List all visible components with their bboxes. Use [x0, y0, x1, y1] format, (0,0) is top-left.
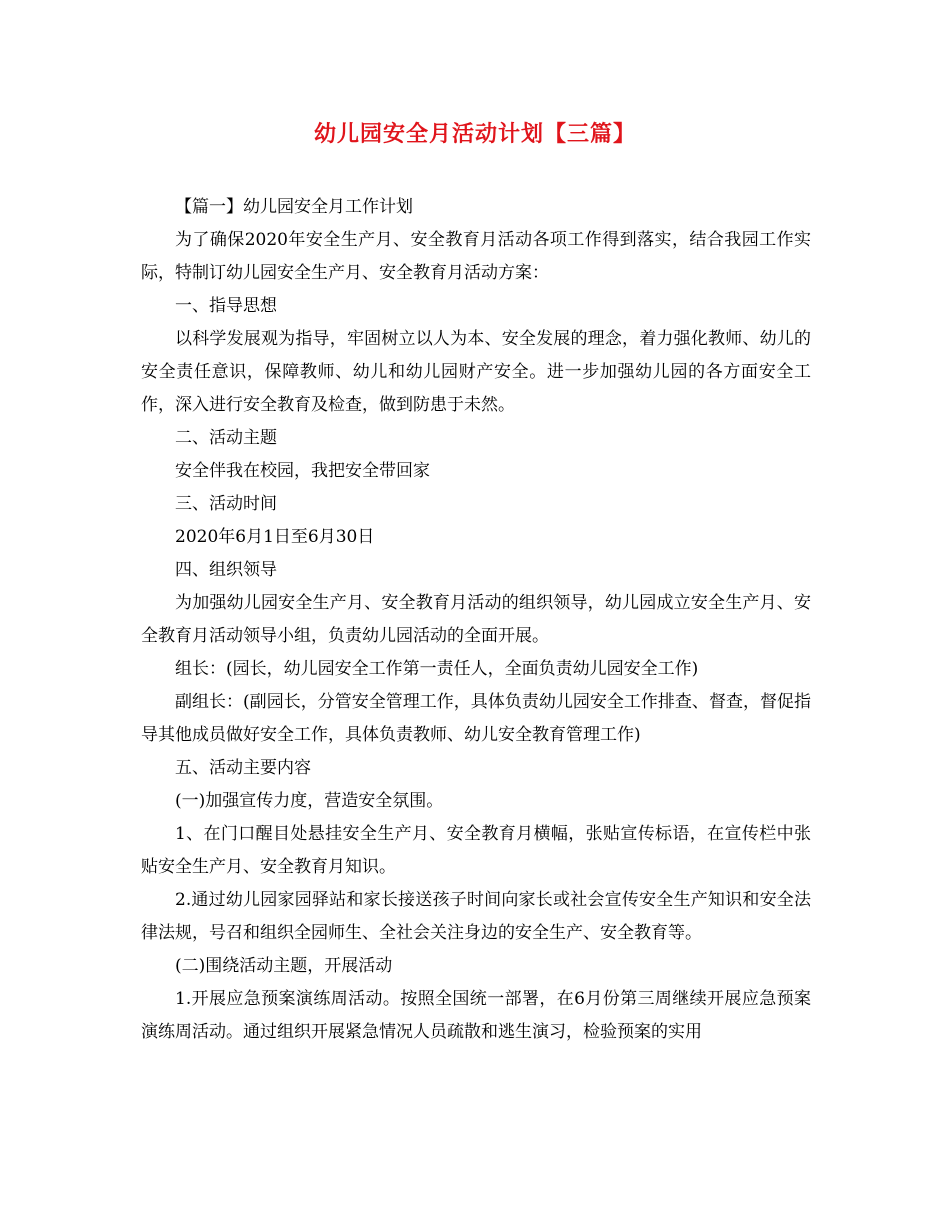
document-body: [141, 191, 811, 1049]
section-heading: 一、指导思想: [175, 296, 277, 316]
paragraph: (一)加强宣传力度，营造安全氛围。: [175, 791, 444, 811]
document-title: 幼儿园安全月活动计划【三篇】: [313, 121, 636, 147]
section-heading: 三、活动时间: [175, 494, 277, 514]
section-heading: 四、组织领导: [175, 560, 277, 580]
section-heading: 五、活动主要内容: [175, 758, 311, 778]
paragraph: 2.通过幼儿园家园驿站和家长接送孩子时间向家长或社会宣传安全生产知识和安全法律法规，号召和组织全园师生、全社会关注身边的安全生产、安全教育等。: [141, 890, 811, 943]
paragraph: 为加强幼儿园安全生产月、安全教育月活动的组织领导，幼儿园成立安全生产月、安全教育月活动领导小组，负责幼儿园活动的全面开展。: [141, 593, 811, 646]
paragraph: 1、在门口醒目处悬挂安全生产月、安全教育月横幅，张贴宣传标语，在宣传栏中张贴安全生产月、安全教育月知识。: [141, 824, 811, 877]
paragraph: (二)围绕活动主题，开展活动: [175, 956, 393, 976]
paragraph: 1.开展应急预案演练周活动。按照全国统一部署，在6月份第三周继续开展应急预案演练周活动。通过组织开展紧急情况人员疏散和逃生演习，检验预案的实用: [141, 989, 811, 1042]
paragraph: 【篇一】幼儿园安全月工作计划: [175, 197, 413, 217]
paragraph: 副组长：(副园长，分管安全管理工作，具体负责幼儿园安全工作排查、督查，督促指导其他成员做好安全工作，具体负责教师、幼儿安全教育管理工作): [141, 692, 811, 745]
paragraph: 组长：(园长，幼儿园安全工作第一责任人，全面负责幼儿园安全工作): [175, 659, 699, 679]
paragraph: 以科学发展观为指导，牢固树立以人为本、安全发展的理念，着力强化教师、幼儿的安全责任意识，保障教师、幼儿和幼儿园财产安全。进一步加强幼儿园的各方面安全工作，深入进行安全教育及检查，做到防患于未然。: [141, 329, 811, 415]
section-heading: 二、活动主题: [175, 428, 277, 448]
paragraph: 为了确保2020年安全生产月、安全教育月活动各项工作得到落实，结合我园工作实际，特制订幼儿园安全生产月、安全教育月活动方案：: [141, 230, 811, 283]
paragraph: 安全伴我在校园，我把安全带回家: [175, 461, 430, 481]
paragraph: 2020年6月1日至6月30日: [175, 527, 375, 547]
